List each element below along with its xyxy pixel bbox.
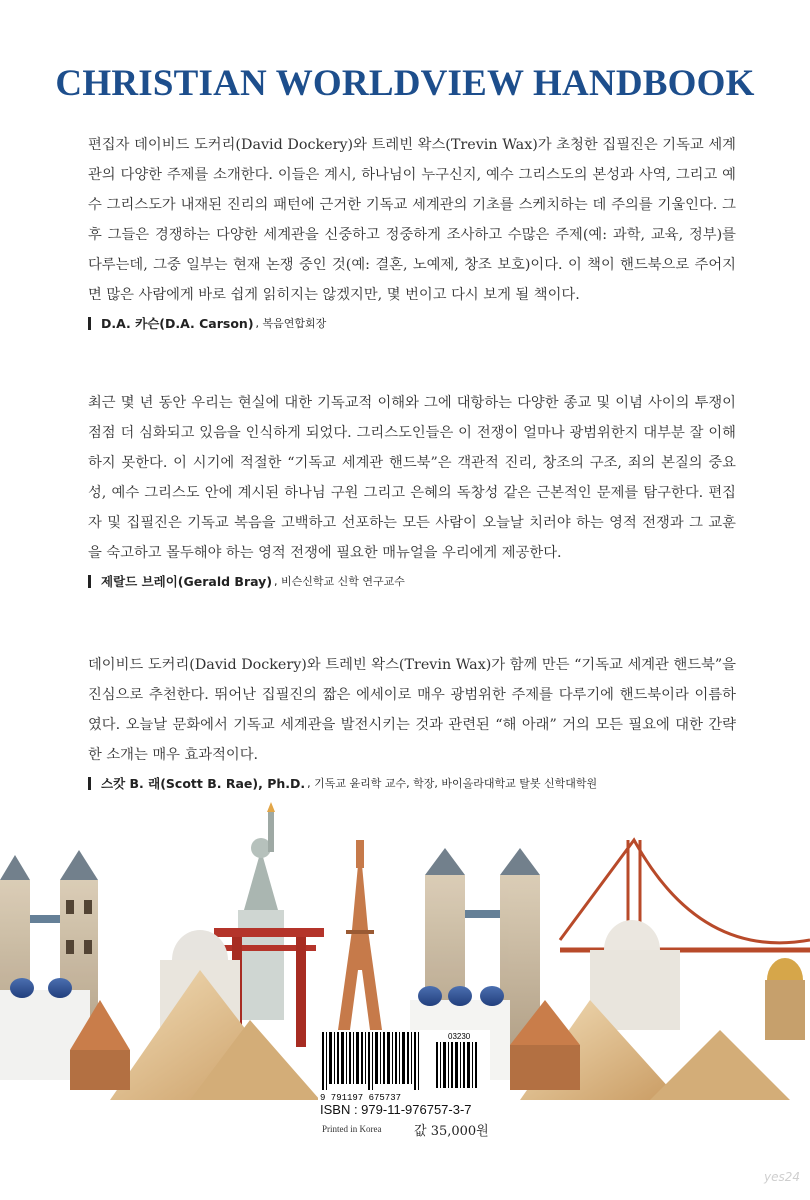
- barcode-digits: 9 791197 675737: [320, 1093, 402, 1102]
- review-attribution: [88, 774, 736, 792]
- reviewer-role: , 비슨신학교 신학 연구교수: [274, 575, 405, 588]
- review-attribution: [88, 314, 736, 332]
- barcode-addon: 03230: [448, 1032, 471, 1041]
- isbn: ISBN : 979-11-976757-3-7: [320, 1102, 472, 1117]
- review-text: 편집자 데이비드 도커리(David Dockery)와 트레빈 왁스(Trevin Wax)가 초청한 집필진은 기독교 세계관의 다양한 주제를 소개한다. 이들은 계시, 하나님이 누구신지, 예수 그리스도의 본성과 사역, 그리고 예수 그리스도가 내재된 진리의 패턴에 근거한 기독교 세계관의 기초를 스케치하는 데 주의를 기울인다. 그 후 그들은 경쟁하는 다양한 세계관을 신중하고 정중하게 조사하고 수많은 주제(예: 과학, 교육, 정부)를 다루는데, 그중 일부는 현재 논쟁 중인 것(예: 결혼, 노예제, 창조 보호)이다. 이 책이 핸드북으로 주어지면 많은 사람에게 바로 쉽게 읽히지는 않겠지만, 몇 번이고 다시 보게 될 책이다.: [88, 137, 736, 303]
- price: 값 35,000원: [414, 1124, 489, 1139]
- review-1: [88, 130, 736, 332]
- statue-of-liberty: [238, 802, 284, 1020]
- barcode: [318, 1030, 490, 1102]
- reviewer-name: 제랄드 브레이(Gerald Bray): [101, 574, 273, 589]
- review-3: [88, 650, 736, 792]
- attribution-bar: [88, 575, 91, 588]
- attribution-bar: [88, 777, 91, 790]
- review-2: [88, 388, 736, 590]
- printed-in: Printed in Korea: [322, 1124, 382, 1134]
- review-text: 최근 몇 년 동안 우리는 현실에 대한 기독교적 이해와 그에 대항하는 다양한 종교 및 이념 사이의 투쟁이 점점 더 심화되고 있음을 인식하게 되었다. 그리스도인들은 이 전쟁이 얼마나 광범위한지 대부분 잘 이해하지 못한다. 이 시기에 적절한 “기독교 세계관 핸드북”은 객관적 진리, 창조의 구조, 죄의 본질의 중요성, 예수 그리스도 안에 계시된 하나님 구원 그리고 은혜의 독창성 같은 근본적인 문제를 탐구한다. 편집자 및 집필진은 기독교 복음을 고백하고 선포하는 모든 사람이 오늘날 치러야 하는 영적 전쟁과 그 교훈을 숙고하고 몰두해야 하는 영적 전쟁에 필요한 매뉴얼을 우리에게 제공한다.: [88, 395, 736, 561]
- review-attribution: [88, 572, 736, 590]
- book-title: CHRISTIAN WORLDVIEW HANDBOOK: [55, 63, 755, 104]
- barcode-bars: [318, 1030, 490, 1102]
- reviewer-name: D.A. 카슨(D.A. Carson): [101, 316, 254, 331]
- eiffel-tower: [338, 840, 382, 1030]
- reviewer-role: , 기독교 윤리학 교수, 학장, 바이올라대학교 탈봇 신학대학원: [307, 777, 598, 790]
- reviewer-role: , 복음연합회장: [255, 317, 327, 330]
- attribution-bar: [88, 317, 91, 330]
- review-text: 데이비드 도커리(David Dockery)와 트레빈 왁스(Trevin Wax)가 함께 만든 “기독교 세계관 핸드북”을 진심으로 추천한다. 뛰어난 집필진의 짧은 에세이로 매우 광범위한 주제를 다루기에 핸드북이라 이름하였다. 오늘날 문화에서 기독교 세계관을 발전시키는 것과 관련된 “해 아래” 거의 모든 필요에 대한 간략한 소개는 매우 효과적이다.: [88, 657, 736, 763]
- reviewer-name: 스캇 B. 래(Scott B. Rae), Ph.D.: [101, 776, 306, 791]
- watermark: yes24: [764, 1170, 801, 1184]
